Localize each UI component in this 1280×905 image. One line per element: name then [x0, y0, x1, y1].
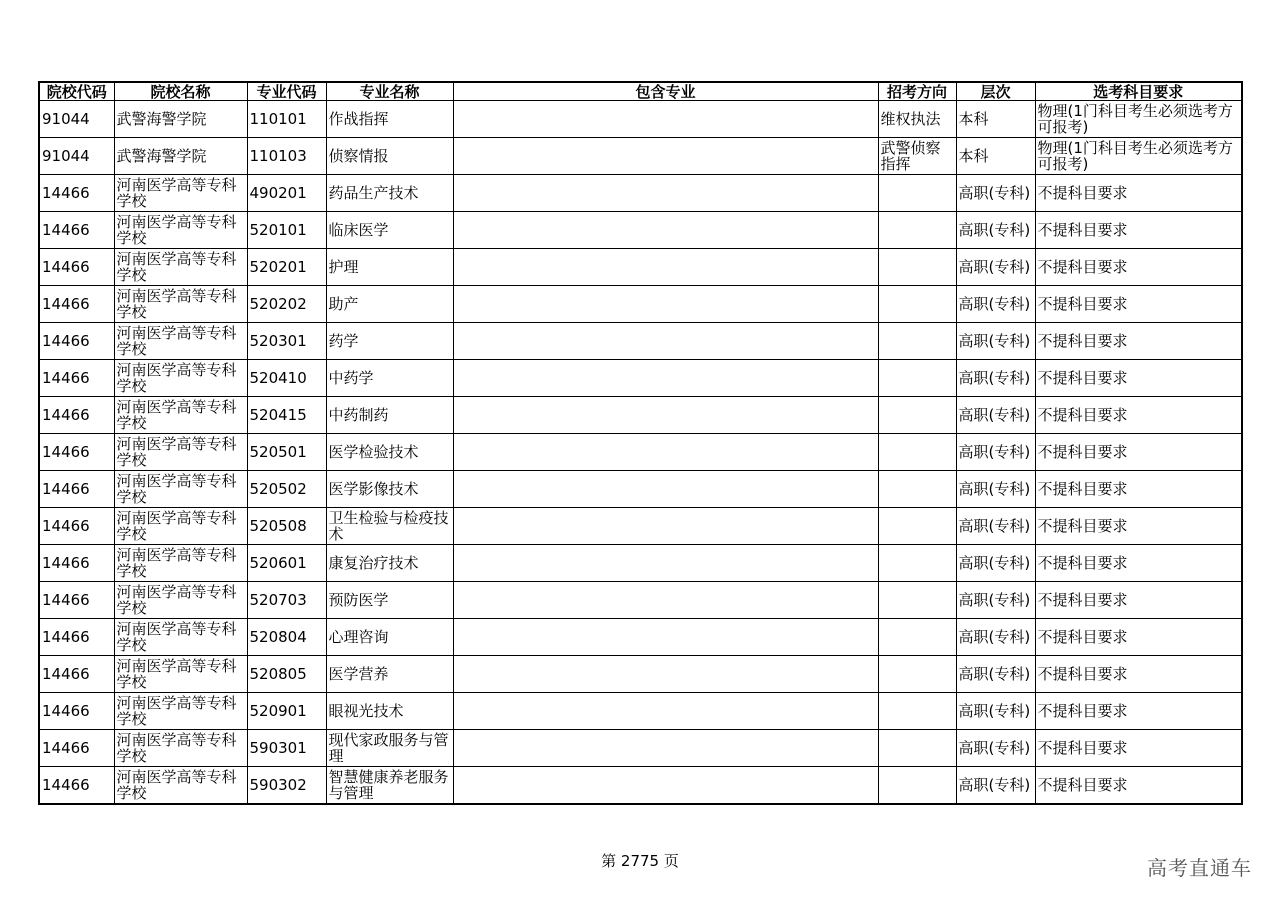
cell-direction [878, 471, 956, 508]
cell-included-majors [453, 471, 878, 508]
cell-direction [878, 323, 956, 360]
table-row [39, 101, 1242, 138]
table-body [39, 101, 1242, 805]
cell-included-majors [453, 397, 878, 434]
cell-major-code: 520415 [247, 397, 326, 434]
cell-school-code: 91044 [39, 138, 114, 175]
cell-subject-req: 不提科目要求 [1035, 656, 1242, 693]
cell-level: 本科 [956, 101, 1035, 138]
cell-school-name: 河南医学高等专科学校 [114, 434, 247, 471]
cell-school-code: 14466 [39, 619, 114, 656]
cell-subject-req: 不提科目要求 [1035, 545, 1242, 582]
cell-included-majors [453, 434, 878, 471]
cell-school-name: 河南医学高等专科学校 [114, 656, 247, 693]
table-row [39, 286, 1242, 323]
cell-subject-req: 不提科目要求 [1035, 212, 1242, 249]
table-row [39, 323, 1242, 360]
cell-major-name: 药学 [326, 323, 453, 360]
cell-school-name: 河南医学高等专科学校 [114, 730, 247, 767]
cell-school-code: 14466 [39, 508, 114, 545]
cell-major-name: 智慧健康养老服务与管理 [326, 767, 453, 805]
table-row [39, 767, 1242, 805]
cell-school-code: 14466 [39, 693, 114, 730]
cell-subject-req: 不提科目要求 [1035, 175, 1242, 212]
cell-direction [878, 582, 956, 619]
cell-school-name: 河南医学高等专科学校 [114, 545, 247, 582]
table-row [39, 397, 1242, 434]
cell-included-majors [453, 360, 878, 397]
cell-level: 高职(专科) [956, 434, 1035, 471]
cell-school-code: 14466 [39, 767, 114, 805]
cell-included-majors [453, 249, 878, 286]
cell-subject-req: 不提科目要求 [1035, 767, 1242, 805]
cell-school-name: 河南医学高等专科学校 [114, 471, 247, 508]
cell-school-code: 14466 [39, 397, 114, 434]
cell-major-code: 520301 [247, 323, 326, 360]
cell-major-name: 预防医学 [326, 582, 453, 619]
table-row [39, 730, 1242, 767]
cell-direction [878, 619, 956, 656]
cell-major-code: 520201 [247, 249, 326, 286]
cell-included-majors [453, 730, 878, 767]
cell-subject-req: 不提科目要求 [1035, 286, 1242, 323]
col-header-major-name: 专业名称 [326, 82, 453, 101]
table-row [39, 138, 1242, 175]
cell-major-name: 中药学 [326, 360, 453, 397]
cell-major-name: 侦察情报 [326, 138, 453, 175]
cell-level: 高职(专科) [956, 175, 1035, 212]
cell-subject-req: 物理(1门科目考生必须选考方可报考) [1035, 101, 1242, 138]
cell-direction [878, 212, 956, 249]
cell-subject-req: 不提科目要求 [1035, 619, 1242, 656]
cell-school-name: 河南医学高等专科学校 [114, 508, 247, 545]
cell-subject-req: 不提科目要求 [1035, 434, 1242, 471]
cell-level: 高职(专科) [956, 212, 1035, 249]
cell-level: 高职(专科) [956, 619, 1035, 656]
cell-included-majors [453, 323, 878, 360]
cell-level: 高职(专科) [956, 471, 1035, 508]
cell-major-code: 520202 [247, 286, 326, 323]
cell-subject-req: 不提科目要求 [1035, 249, 1242, 286]
cell-school-name: 河南医学高等专科学校 [114, 767, 247, 805]
cell-major-code: 520805 [247, 656, 326, 693]
cell-school-name: 河南医学高等专科学校 [114, 693, 247, 730]
cell-included-majors [453, 175, 878, 212]
cell-included-majors [453, 582, 878, 619]
cell-major-name: 作战指挥 [326, 101, 453, 138]
cell-major-code: 520502 [247, 471, 326, 508]
col-header-major-code: 专业代码 [247, 82, 326, 101]
cell-direction [878, 249, 956, 286]
cell-level: 高职(专科) [956, 656, 1035, 693]
cell-school-code: 14466 [39, 730, 114, 767]
cell-major-name: 康复治疗技术 [326, 545, 453, 582]
cell-direction [878, 434, 956, 471]
cell-major-code: 520703 [247, 582, 326, 619]
cell-major-code: 520501 [247, 434, 326, 471]
cell-included-majors [453, 619, 878, 656]
table-row [39, 582, 1242, 619]
cell-school-name: 河南医学高等专科学校 [114, 582, 247, 619]
cell-included-majors [453, 767, 878, 805]
cell-level: 高职(专科) [956, 286, 1035, 323]
cell-level: 高职(专科) [956, 730, 1035, 767]
cell-major-code: 520410 [247, 360, 326, 397]
cell-level: 高职(专科) [956, 545, 1035, 582]
cell-school-code: 14466 [39, 286, 114, 323]
cell-major-code: 520901 [247, 693, 326, 730]
cell-subject-req: 不提科目要求 [1035, 323, 1242, 360]
cell-included-majors [453, 212, 878, 249]
cell-school-code: 14466 [39, 656, 114, 693]
cell-subject-req: 不提科目要求 [1035, 582, 1242, 619]
table-row [39, 508, 1242, 545]
cell-major-name: 医学影像技术 [326, 471, 453, 508]
cell-school-code: 14466 [39, 249, 114, 286]
cell-school-code: 14466 [39, 212, 114, 249]
table-row [39, 360, 1242, 397]
cell-school-name: 武警海警学院 [114, 138, 247, 175]
cell-subject-req: 不提科目要求 [1035, 730, 1242, 767]
cell-major-code: 520804 [247, 619, 326, 656]
cell-major-code: 520601 [247, 545, 326, 582]
cell-direction [878, 730, 956, 767]
cell-subject-req: 不提科目要求 [1035, 360, 1242, 397]
cell-school-name: 河南医学高等专科学校 [114, 360, 247, 397]
cell-direction: 维权执法 [878, 101, 956, 138]
cell-major-code: 490201 [247, 175, 326, 212]
cell-direction [878, 360, 956, 397]
cell-major-name: 护理 [326, 249, 453, 286]
cell-subject-req: 不提科目要求 [1035, 508, 1242, 545]
cell-school-code: 14466 [39, 175, 114, 212]
cell-major-code: 110101 [247, 101, 326, 138]
cell-major-name: 医学检验技术 [326, 434, 453, 471]
col-header-level: 层次 [956, 82, 1035, 101]
cell-level: 高职(专科) [956, 249, 1035, 286]
cell-school-code: 14466 [39, 434, 114, 471]
cell-level: 高职(专科) [956, 693, 1035, 730]
cell-direction [878, 656, 956, 693]
watermark: 高考直通车 [1147, 856, 1252, 880]
cell-school-name: 河南医学高等专科学校 [114, 212, 247, 249]
cell-included-majors [453, 693, 878, 730]
cell-school-name: 河南医学高等专科学校 [114, 286, 247, 323]
cell-major-code: 520508 [247, 508, 326, 545]
cell-included-majors [453, 138, 878, 175]
cell-major-code: 590301 [247, 730, 326, 767]
cell-school-name: 河南医学高等专科学校 [114, 323, 247, 360]
cell-school-name: 河南医学高等专科学校 [114, 249, 247, 286]
cell-school-name: 河南医学高等专科学校 [114, 397, 247, 434]
table-row [39, 434, 1242, 471]
table-row [39, 249, 1242, 286]
table-row [39, 545, 1242, 582]
table-row [39, 471, 1242, 508]
cell-level: 本科 [956, 138, 1035, 175]
cell-included-majors [453, 508, 878, 545]
cell-major-code: 520101 [247, 212, 326, 249]
table-header-row [39, 82, 1242, 101]
cell-level: 高职(专科) [956, 508, 1035, 545]
cell-major-name: 药品生产技术 [326, 175, 453, 212]
cell-subject-req: 物理(1门科目考生必须选考方可报考) [1035, 138, 1242, 175]
cell-direction [878, 545, 956, 582]
cell-direction [878, 286, 956, 323]
cell-included-majors [453, 286, 878, 323]
cell-school-code: 14466 [39, 545, 114, 582]
col-header-school-name: 院校名称 [114, 82, 247, 101]
cell-school-code: 14466 [39, 582, 114, 619]
cell-major-name: 中药制药 [326, 397, 453, 434]
cell-major-code: 590302 [247, 767, 326, 805]
cell-subject-req: 不提科目要求 [1035, 693, 1242, 730]
cell-level: 高职(专科) [956, 767, 1035, 805]
cell-school-code: 14466 [39, 323, 114, 360]
cell-direction [878, 767, 956, 805]
page-number: 第 2775 页 [601, 852, 679, 870]
cell-school-code: 14466 [39, 471, 114, 508]
cell-level: 高职(专科) [956, 360, 1035, 397]
table-row [39, 656, 1242, 693]
cell-major-name: 心理咨询 [326, 619, 453, 656]
cell-direction [878, 508, 956, 545]
cell-major-name: 医学营养 [326, 656, 453, 693]
cell-school-name: 河南医学高等专科学校 [114, 175, 247, 212]
admissions-table [38, 81, 1243, 805]
cell-major-name: 现代家政服务与管理 [326, 730, 453, 767]
cell-school-code: 91044 [39, 101, 114, 138]
cell-major-name: 卫生检验与检疫技术 [326, 508, 453, 545]
col-header-subject-req: 选考科目要求 [1035, 82, 1242, 101]
cell-included-majors [453, 545, 878, 582]
table-row [39, 175, 1242, 212]
cell-major-name: 眼视光技术 [326, 693, 453, 730]
cell-included-majors [453, 656, 878, 693]
cell-direction [878, 175, 956, 212]
cell-level: 高职(专科) [956, 323, 1035, 360]
cell-subject-req: 不提科目要求 [1035, 471, 1242, 508]
cell-subject-req: 不提科目要求 [1035, 397, 1242, 434]
cell-major-name: 临床医学 [326, 212, 453, 249]
cell-school-name: 武警海警学院 [114, 101, 247, 138]
cell-school-code: 14466 [39, 360, 114, 397]
cell-level: 高职(专科) [956, 397, 1035, 434]
cell-direction [878, 397, 956, 434]
col-header-included-majors: 包含专业 [453, 82, 878, 101]
cell-school-name: 河南医学高等专科学校 [114, 619, 247, 656]
cell-included-majors [453, 101, 878, 138]
cell-major-name: 助产 [326, 286, 453, 323]
cell-major-code: 110103 [247, 138, 326, 175]
col-header-school-code: 院校代码 [39, 82, 114, 101]
table-row [39, 212, 1242, 249]
cell-level: 高职(专科) [956, 582, 1035, 619]
cell-direction [878, 693, 956, 730]
col-header-direction: 招考方向 [878, 82, 956, 101]
table-row [39, 619, 1242, 656]
cell-direction: 武警侦察指挥 [878, 138, 956, 175]
table-row [39, 693, 1242, 730]
